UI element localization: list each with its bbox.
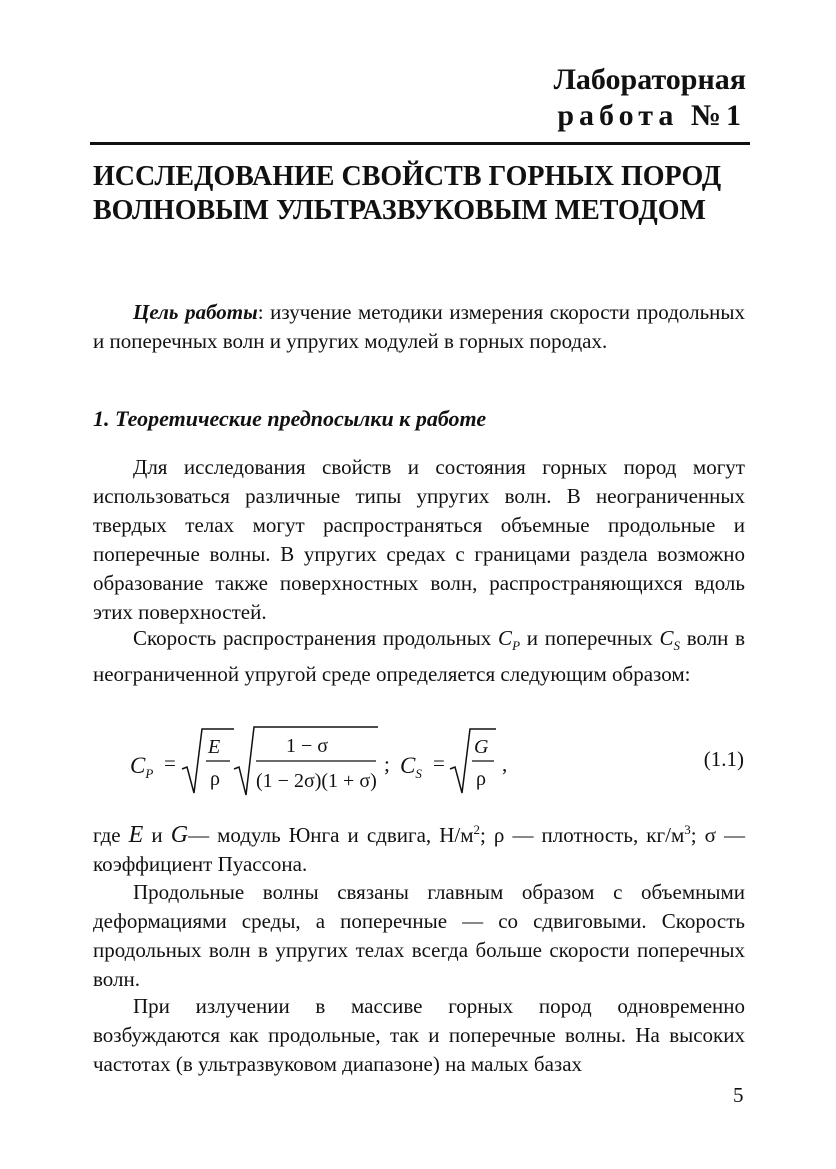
formula-eq-1: =: [164, 751, 176, 775]
goal-lead: Цель работы: [133, 300, 258, 324]
paragraph-5: При излучении в массиве горных пород одновременно возбуждаются как продольные, так и поперечные волны. На высоких частотах (в ультразвуковом диапазоне) на малых базах: [93, 994, 745, 1076]
cp-symbol: $C_P$: [498, 626, 521, 654]
header-rule: [90, 142, 750, 145]
formula-eq-2: =: [433, 751, 445, 775]
formula-1-1: [130, 723, 750, 807]
page-title: ИССЛЕДОВАНИЕ СВОЙСТВ ГОРНЫХ ПОРОД ВОЛНОВЫМ УЛЬТРАЗВУКОВЫМ МЕТОДОМ: [93, 161, 722, 226]
formula-cp: $C_P$: [130, 753, 154, 781]
paragraph-4: Продольные волны связаны главным образом с объемными деформациями среды, а поперечные — со сдвиговыми. Скорость продольных волн в упругих телах всегда больше скорости поперечных волн.: [93, 880, 745, 991]
page-number: 5: [733, 1083, 744, 1107]
lab-header-line2: работа №1: [557, 99, 746, 132]
formula-comma: ,: [502, 752, 508, 776]
cs-symbol: $C_S$: [659, 626, 680, 654]
equation-number: (1.1): [703, 747, 744, 771]
lab-header: [554, 62, 746, 134]
goal-text: : изучение методики измерения скорости продольных и поперечных волн и упругих модулей в горных породах.: [93, 300, 746, 353]
p2-text-c: волн в неограниченной упругой среде определяется следующим образом:: [93, 626, 746, 687]
section-heading: 1. Теоретические предпосылки к работе: [93, 406, 487, 431]
formula-E: E: [208, 736, 221, 758]
formula-numerator: 1 − σ: [286, 735, 329, 757]
formula-cs: $C_S$: [400, 753, 422, 781]
lab-header-line1: Лабораторная: [553, 63, 746, 96]
formula-G: G: [474, 736, 489, 758]
paragraph-2: [93, 624, 745, 689]
formula-rho-1: ρ: [210, 768, 220, 790]
p2-text-b: и поперечных: [526, 626, 653, 650]
formula-svg: [130, 723, 690, 807]
paragraph-1: Для исследования свойств и состояния горных пород могут использоваться различные типы упругих волн. В неограниченных твердых телах могут распространяться объемные продольные и поперечные волны. В упругих средах с границами раздела возможно образование также поверхностных волн, распространяющихся вдоль этих поверхностей.: [93, 455, 745, 624]
formula-denominator: (1 − 2σ)(1 + σ): [256, 770, 377, 792]
goal-paragraph: [93, 298, 745, 356]
formula-separator: ;: [384, 752, 390, 776]
paragraph-3: где E и G— модуль Юнга и сдвига, $Н/м^2$; ρ — плотность, $кг/м^3$; σ — коэффициент Пуассона.: [93, 822, 746, 876]
p2-text-a: Скорость распространения продольных: [133, 626, 492, 650]
formula-rho-2: ρ: [476, 768, 486, 790]
